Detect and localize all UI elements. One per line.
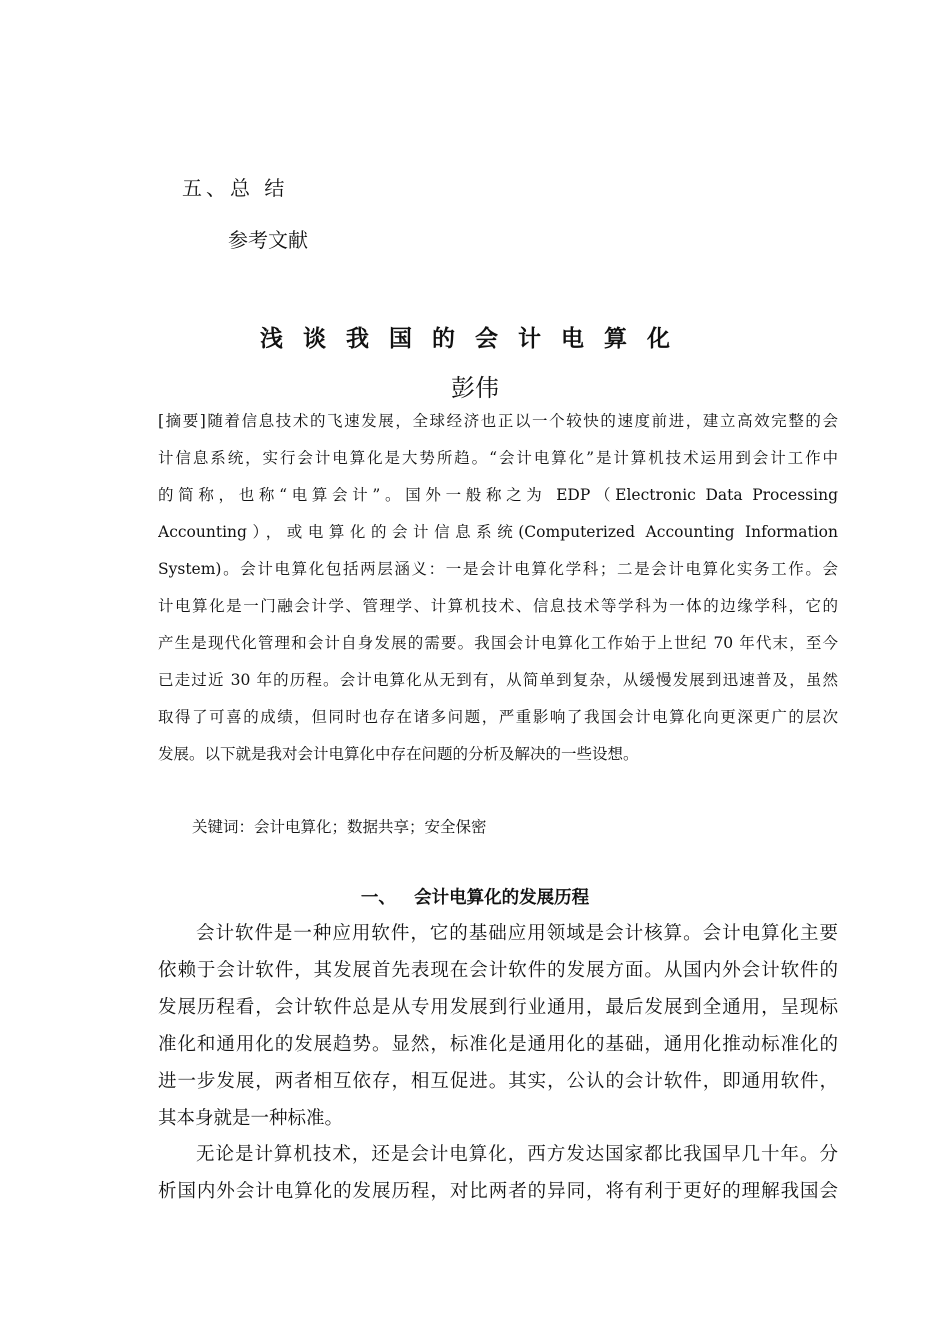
paragraph-line: 无论是计算机技术，还是会计电算化，西方发达国家都比我国早几十年。分 [196, 1144, 838, 1165]
abstract-line: 产生是现代化管理和会计自身发展的需要。我国会计电算化工作始于上世纪 70 年代末，至今 [158, 634, 838, 652]
paragraph-line: 准化和通用化的发展趋势。显然，标准化是通用化的基础，通用化推动标准化的 [158, 1034, 838, 1055]
abstract-line: 取得了可喜的成绩，但同时也存在诸多问题，严重影响了我国会计电算化向更深更广的层次 [158, 708, 838, 726]
article-title: 浅谈我国的会计电算化 [260, 326, 690, 352]
body-paragraph-1 [158, 915, 838, 1137]
abstract [158, 403, 838, 773]
paragraph-line: 发展历程看，会计软件总是从专用发展到行业通用，最后发展到全通用，呈现标 [158, 997, 838, 1018]
abstract-line: 计电算化是一门融会计学、管理学、计算机技术、信息技术等学科为一体的边缘学科，它的 [158, 597, 838, 615]
abstract-line: [摘要]随着信息技术的飞速发展，全球经济也正以一个较快的速度前进，建立高效完整的会 [158, 412, 838, 430]
abstract-line: 计信息系统，实行会计电算化是大势所趋。“会计电算化”是计算机技术运用到会计工作中 [158, 449, 838, 467]
abstract-line: 发展。以下就是我对会计电算化中存在问题的分析及解决的一些设想。 [158, 745, 639, 763]
article-author: 彭伟 [451, 374, 499, 402]
paragraph-line: 进一步发展，两者相互依存，相互促进。其实，公认的会计软件，即通用软件， [158, 1071, 838, 1092]
keywords: 关键词：会计电算化；数据共享；安全保密 [192, 818, 487, 836]
paragraph-line: 会计软件是一种应用软件，它的基础应用领域是会计核算。会计电算化主要 [196, 923, 838, 944]
paragraph-line: 析国内外会计电算化的发展历程，对比两者的异同，将有利于更好的理解我国会 [158, 1181, 838, 1202]
section-one-heading: 一、 会计电算化的发展历程 [360, 888, 590, 908]
abstract-line: Accounting），或电算化的会计信息系统(Computerized Accounting Information [158, 523, 838, 541]
toc-section-five: 五、总 结 [182, 176, 289, 200]
paragraph-line: 其本身就是一种标准。 [158, 1108, 344, 1129]
paragraph-line: 依赖于会计软件，其发展首先表现在会计软件的发展方面。从国内外会计软件的 [158, 960, 838, 981]
body-paragraph-2 [158, 1136, 838, 1210]
toc-references: 参考文献 [228, 228, 308, 252]
abstract-line: System)。会计电算化包括两层涵义：一是会计电算化学科；二是会计电算化实务工作。会 [158, 560, 838, 578]
abstract-line: 的简称，也称“电算会计”。国外一般称之为 EDP（Electronic Data Processing [158, 486, 838, 504]
abstract-line: 已走过近 30 年的历程。会计电算化从无到有，从简单到复杂，从缓慢发展到迅速普及，虽然 [158, 671, 838, 689]
